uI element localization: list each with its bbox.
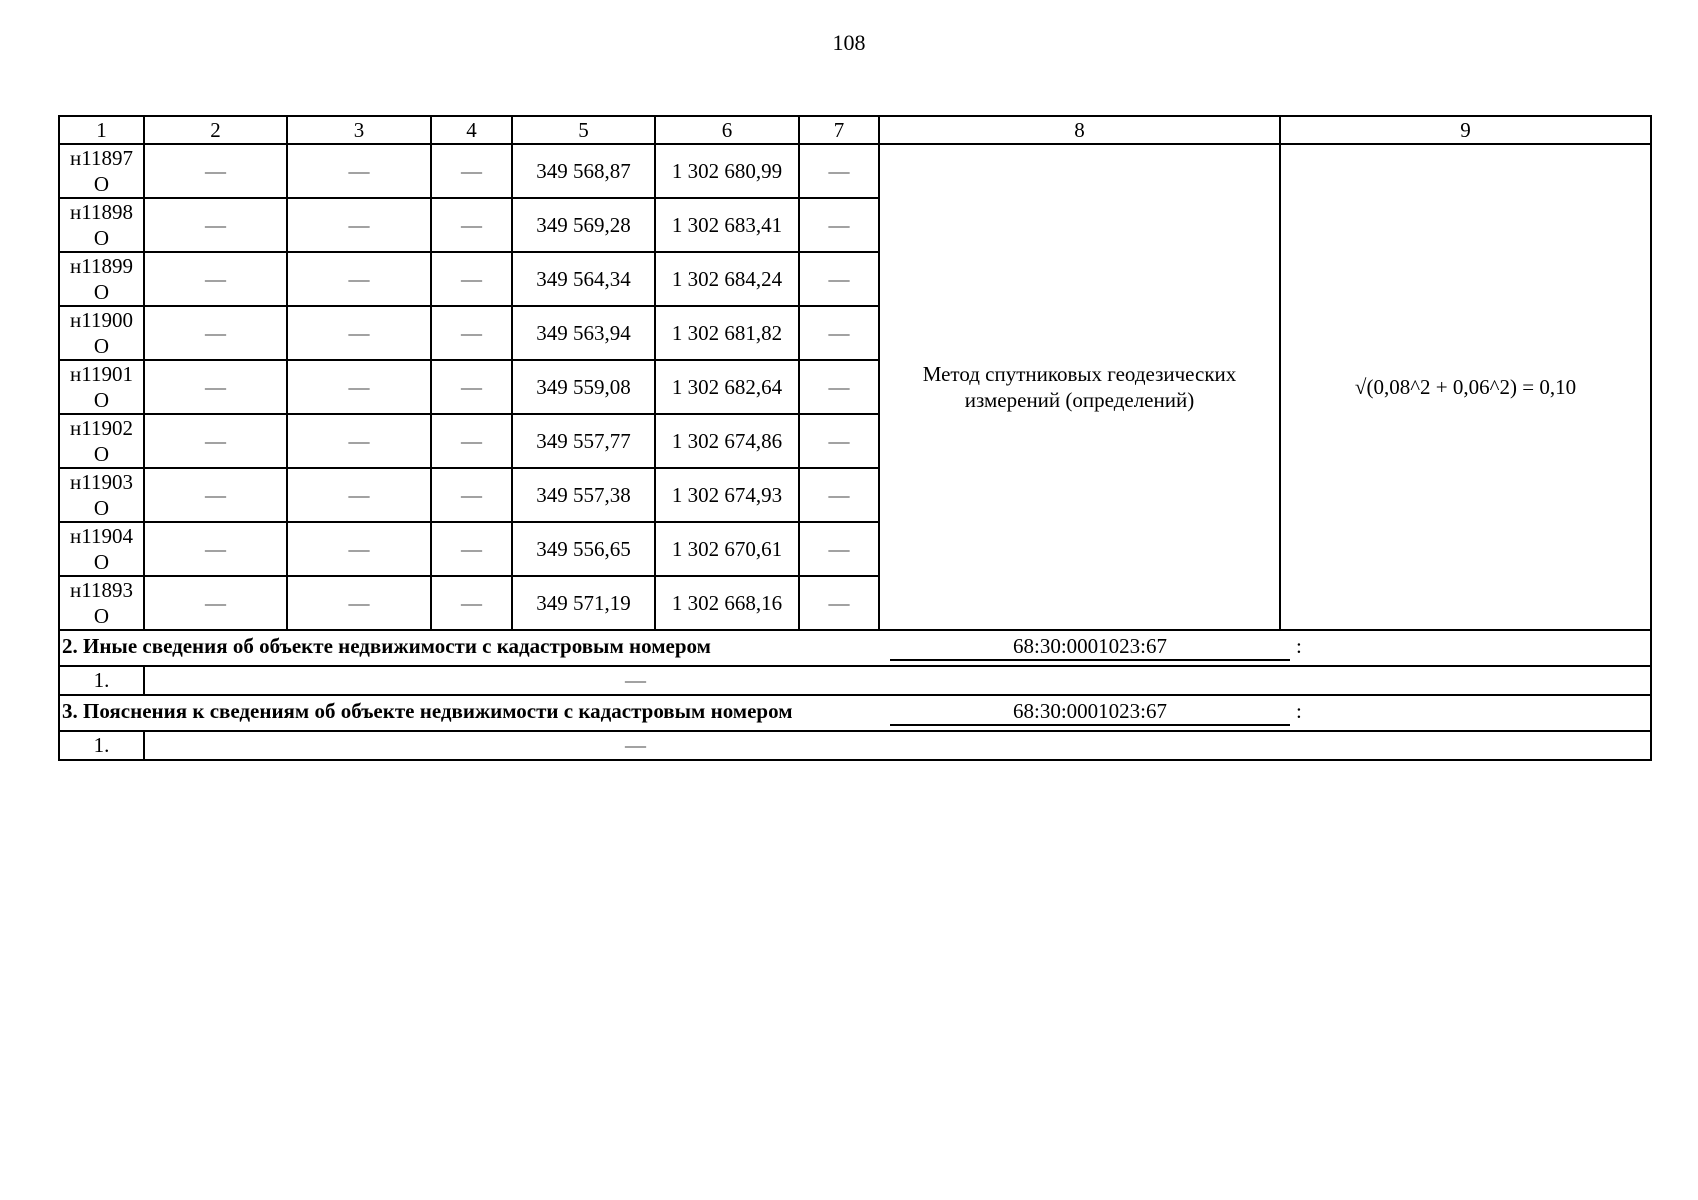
cadastral-number: 68:30:0001023:67 <box>890 633 1290 661</box>
col7-value: — <box>799 144 879 198</box>
point-id: н11899 О <box>59 252 144 306</box>
y-coordinate: 1 302 681,82 <box>655 306 799 360</box>
item-value: — <box>625 668 646 692</box>
point-id: н11904 О <box>59 522 144 576</box>
header-cell: 9 <box>1280 116 1651 144</box>
x-coordinate: 349 569,28 <box>512 198 655 252</box>
col3-value: — <box>287 468 431 522</box>
col7-value: — <box>799 576 879 630</box>
col3-value: — <box>287 198 431 252</box>
y-coordinate: 1 302 670,61 <box>655 522 799 576</box>
col3-value: — <box>287 306 431 360</box>
col7-value: — <box>799 522 879 576</box>
col4-value: — <box>431 522 512 576</box>
table-row <box>59 144 1651 198</box>
section2-title: 2. Иные сведения об объекте недвижимости с кадастровым номером <box>62 634 711 658</box>
y-coordinate: 1 302 668,16 <box>655 576 799 630</box>
col4-value: — <box>431 306 512 360</box>
colon: : <box>1296 634 1302 658</box>
header-cell: 7 <box>799 116 879 144</box>
header-cell: 3 <box>287 116 431 144</box>
x-coordinate: 349 568,87 <box>512 144 655 198</box>
cadastral-number: 68:30:0001023:67 <box>890 698 1290 726</box>
col4-value: — <box>431 468 512 522</box>
section2-header <box>59 630 1651 666</box>
y-coordinate: 1 302 674,93 <box>655 468 799 522</box>
point-id: н11900 О <box>59 306 144 360</box>
header-cell: 4 <box>431 116 512 144</box>
col3-value: — <box>287 252 431 306</box>
y-coordinate: 1 302 680,99 <box>655 144 799 198</box>
col3-value: — <box>287 144 431 198</box>
y-coordinate: 1 302 684,24 <box>655 252 799 306</box>
col4-value: — <box>431 144 512 198</box>
col4-value: — <box>431 252 512 306</box>
colon: : <box>1296 699 1302 723</box>
accuracy-cell: √(0,08^2 + 0,06^2) = 0,10 <box>1280 144 1651 630</box>
x-coordinate: 349 571,19 <box>512 576 655 630</box>
header-cell: 1 <box>59 116 144 144</box>
col2-value: — <box>144 198 287 252</box>
item-value: — <box>625 733 646 757</box>
col7-value: — <box>799 252 879 306</box>
col2-value: — <box>144 360 287 414</box>
col3-value: — <box>287 522 431 576</box>
point-id: н11893 О <box>59 576 144 630</box>
x-coordinate: 349 564,34 <box>512 252 655 306</box>
x-coordinate: 349 556,65 <box>512 522 655 576</box>
header-cell: 2 <box>144 116 287 144</box>
item-value-cell <box>144 731 1651 760</box>
col2-value: — <box>144 468 287 522</box>
col4-value: — <box>431 414 512 468</box>
point-id: н11897 О <box>59 144 144 198</box>
col7-value: — <box>799 414 879 468</box>
col7-value: — <box>799 360 879 414</box>
header-cell: 8 <box>879 116 1280 144</box>
section3-title-row <box>59 695 1651 731</box>
x-coordinate: 349 557,38 <box>512 468 655 522</box>
header-cell: 6 <box>655 116 799 144</box>
section3-header <box>59 695 1651 731</box>
item-number: 1. <box>59 731 144 760</box>
point-id: н11903 О <box>59 468 144 522</box>
col3-value: — <box>287 576 431 630</box>
x-coordinate: 349 557,77 <box>512 414 655 468</box>
section2-item-row <box>59 666 1651 695</box>
col2-value: — <box>144 252 287 306</box>
col7-value: — <box>799 306 879 360</box>
coordinates-table <box>58 115 1652 761</box>
col4-value: — <box>431 576 512 630</box>
section3-title: 3. Пояснения к сведениям об объекте недвижимости с кадастровым номером <box>62 699 793 723</box>
col4-value: — <box>431 360 512 414</box>
item-number: 1. <box>59 666 144 695</box>
col2-value: — <box>144 576 287 630</box>
col2-value: — <box>144 414 287 468</box>
col3-value: — <box>287 360 431 414</box>
point-id: н11901 О <box>59 360 144 414</box>
section2-title-row <box>59 630 1651 666</box>
header-row <box>59 116 1651 144</box>
col2-value: — <box>144 522 287 576</box>
x-coordinate: 349 563,94 <box>512 306 655 360</box>
x-coordinate: 349 559,08 <box>512 360 655 414</box>
method-cell: Метод спутниковых геодезических измерений (определений) <box>879 144 1280 630</box>
col2-value: — <box>144 306 287 360</box>
col4-value: — <box>431 198 512 252</box>
y-coordinate: 1 302 682,64 <box>655 360 799 414</box>
item-value-cell <box>144 666 1651 695</box>
y-coordinate: 1 302 683,41 <box>655 198 799 252</box>
page-number: 108 <box>832 30 866 55</box>
point-id: н11898 О <box>59 198 144 252</box>
col3-value: — <box>287 414 431 468</box>
y-coordinate: 1 302 674,86 <box>655 414 799 468</box>
point-id: н11902 О <box>59 414 144 468</box>
col2-value: — <box>144 144 287 198</box>
col7-value: — <box>799 198 879 252</box>
header-cell: 5 <box>512 116 655 144</box>
col7-value: — <box>799 468 879 522</box>
section3-item-row <box>59 731 1651 760</box>
